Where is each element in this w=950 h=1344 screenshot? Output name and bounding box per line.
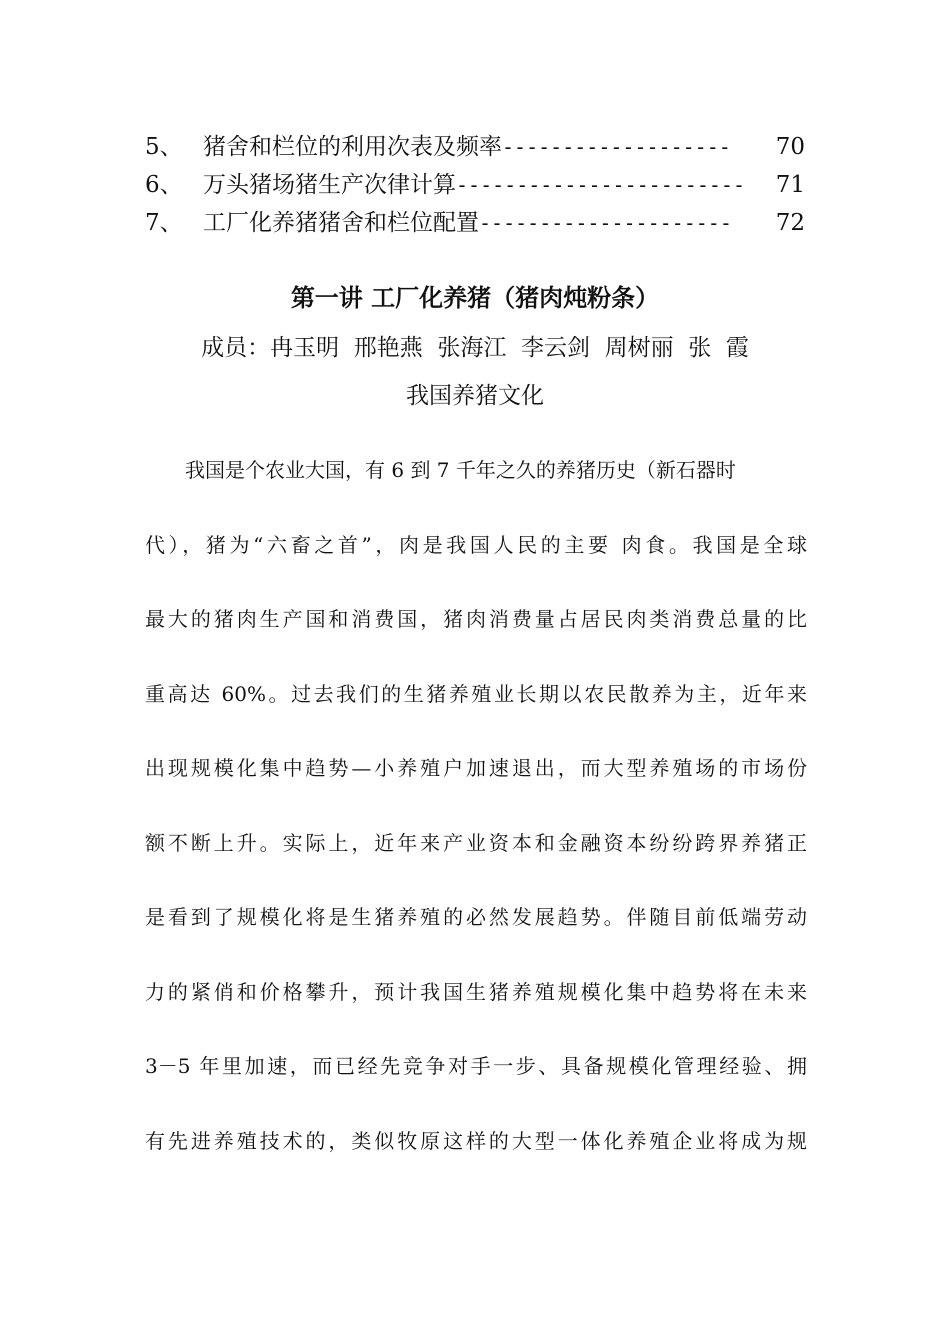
paragraph-line: 是看到了规模化将是生猪养殖的必然发展趋势。伴随目前低端劳动 — [145, 905, 807, 929]
body-paragraph — [145, 450, 807, 1195]
paragraph-line: 重高达 60%。过去我们的生猪养殖业长期以农民散养为主，近年来 — [145, 681, 807, 706]
paragraph-line: 我国是个农业大国，有 6 到 7 千年之久的养猪历史（新石器时 — [185, 458, 736, 482]
toc-item-page: 71 — [775, 172, 805, 198]
toc-item-number: 6、 — [145, 172, 183, 198]
toc-item — [145, 166, 805, 204]
toc-item-title: 工厂化养猪猪舍和栏位配置 — [203, 210, 479, 236]
paragraph-line: 最大的猪肉生产国和消费国，猪肉消费量占居民肉类消费总量的比 — [145, 607, 807, 631]
paragraph-line: 代），猪为“六畜之首”，肉是我国人民的主要 肉食。我国是全球 — [145, 532, 807, 557]
toc-item-leader: --------------------- — [479, 211, 732, 235]
toc-item-number: 5、 — [145, 134, 183, 160]
toc-item-leader: ------------------------ — [456, 173, 745, 197]
paragraph-line: 3－5 年里加速，而已经先竞争对手一步、具备规模化管理经验、拥 — [145, 1054, 807, 1078]
paragraph-line: 力的紧俏和价格攀升，预计我国生猪养殖规模化集中趋势将在未来 — [145, 979, 807, 1004]
toc-item-leader: ------------------- — [502, 135, 731, 159]
members-line: 成员：冉玉明 邢艳燕 张海江 李云剑 周树丽 张 霞 — [201, 335, 749, 361]
toc-item-title: 猪舍和栏位的利用次表及频率 — [203, 134, 502, 160]
lecture-title: 第一讲 工厂化养猪（猪肉炖粉条） — [290, 284, 660, 312]
toc-item — [145, 204, 805, 242]
toc-item-page: 72 — [775, 210, 805, 236]
paragraph-line: 出现规模化集中趋势—小养殖户加速退出，而大型养殖场的市场份 — [145, 756, 807, 780]
toc-item-title: 万头猪场猪生产次律计算 — [203, 172, 456, 198]
toc-item — [145, 128, 805, 166]
toc-item-page: 70 — [775, 134, 805, 160]
paragraph-line: 额不断上升。实际上，近年来产业资本和金融资本纷纷跨界养猪正 — [145, 830, 807, 855]
toc-item-number: 7、 — [145, 210, 183, 236]
paragraph-line: 有先进养殖技术的，类似牧原这样的大型一体化养殖企业将成为规 — [145, 1128, 807, 1153]
section-title: 我国养猪文化 — [406, 383, 544, 409]
table-of-contents — [145, 128, 805, 242]
